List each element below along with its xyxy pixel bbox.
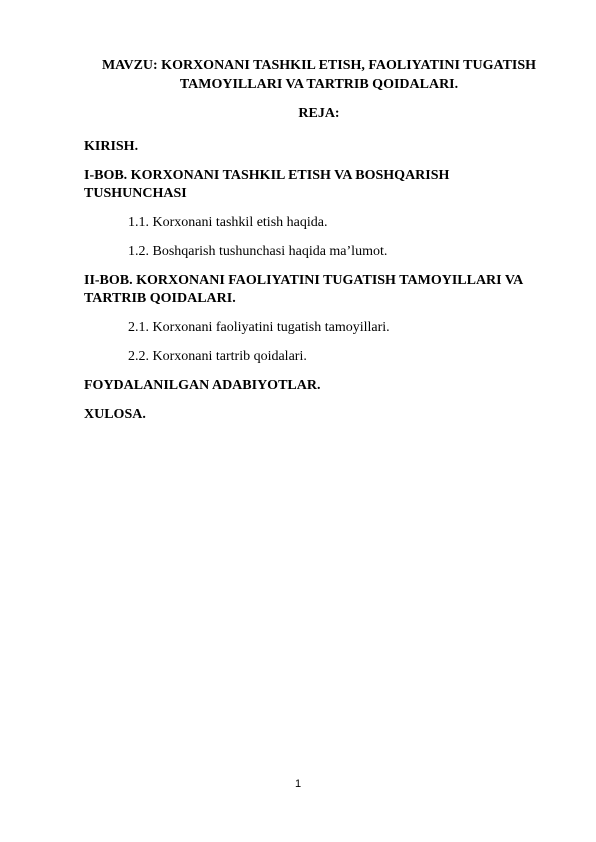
toc-chapter-2: II-BOB. KORXONANI FAOLIYATINI TUGATISH TAMOYILLARI VA TARTRIB QOIDALARI.: [84, 273, 523, 306]
toc-conclusion: XULOSA.: [84, 407, 146, 422]
toc-intro: KIRISH.: [84, 139, 139, 154]
toc-chapter-1: I-BOB. KORXONANI TASHKIL ETISH VA BOSHQARISH TUSHUNCHASI: [84, 168, 450, 201]
table-of-contents: [84, 138, 554, 424]
page-number: 1: [294, 778, 302, 790]
plan-label: REJA:: [298, 106, 340, 121]
toc-item-2-2: 2.2. Korxonani tartrib qoidalari.: [128, 349, 307, 364]
toc-item-1-1: 1.1. Korxonani tashkil etish haqida.: [128, 215, 328, 230]
document-title: MAVZU: KORXONANI TASHKIL ETISH, FAOLIYATINI TUGATISH TAMOYILLARI VA TARTRIB QOIDALARI.: [101, 58, 537, 92]
toc-item-2-1: 2.1. Korxonani faoliyatini tugatish tamoyillari.: [128, 320, 390, 335]
toc-item-1-2: 1.2. Boshqarish tushunchasi haqida ma’lumot.: [128, 244, 388, 259]
toc-references: FOYDALANILGAN ADABIYOTLAR.: [84, 378, 321, 393]
